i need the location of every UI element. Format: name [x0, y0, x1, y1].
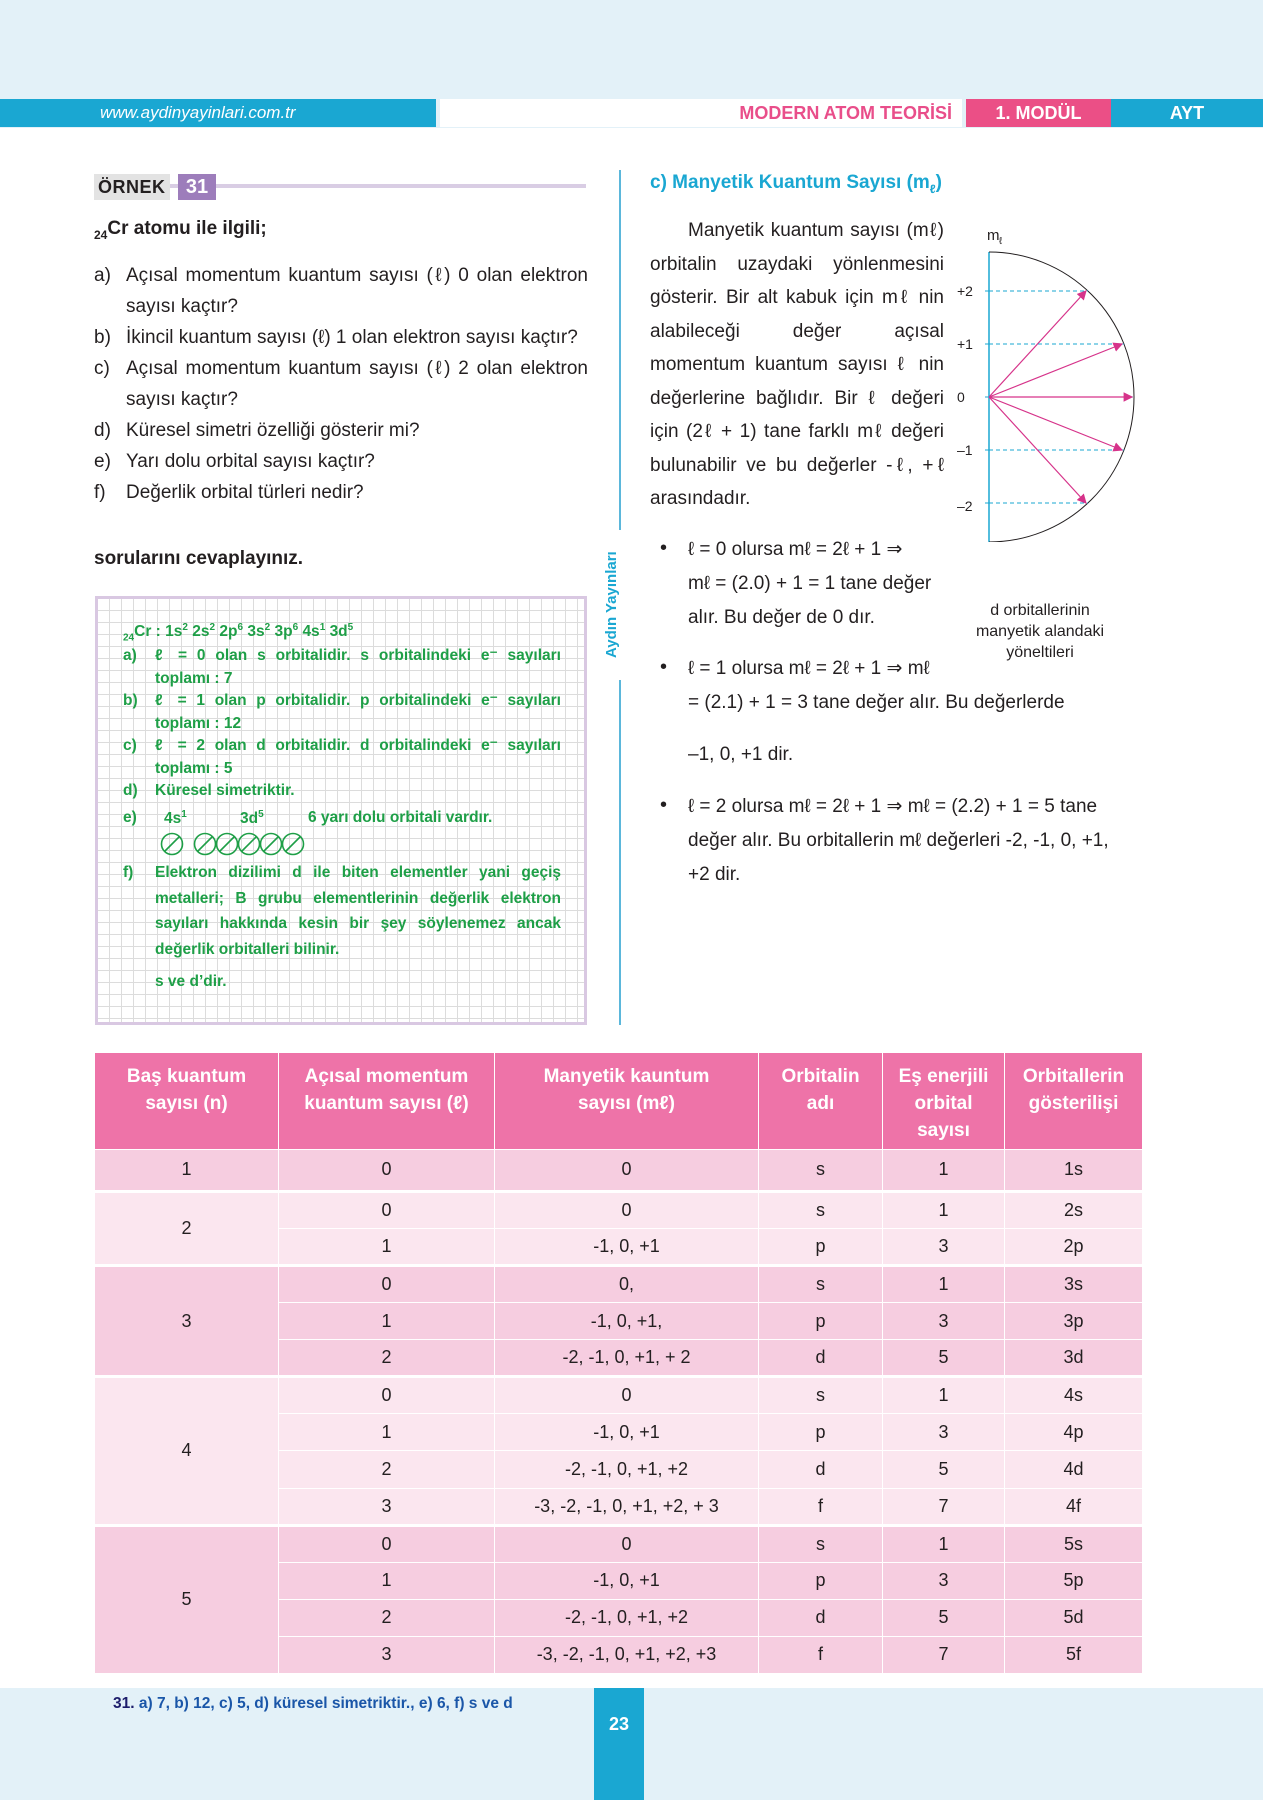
cell-name: p [759, 1228, 883, 1265]
ml-tick-label: 0 [957, 389, 965, 405]
bullet-dot: • [660, 537, 668, 559]
cell-l: 2 [279, 1340, 495, 1377]
cell-count: 5 [883, 1340, 1005, 1377]
cell-count: 3 [883, 1228, 1005, 1265]
solution-a: a) ℓ = 0 olan s orbitalidir. s orbitalindeki e⁻ sayıları toplamı : 7 [123, 647, 561, 687]
bullet-dot: • [660, 794, 668, 816]
header-l: Açısal momentum kuantum sayısı (ℓ) [279, 1053, 495, 1149]
cell-ml: 0 [495, 1149, 759, 1191]
header-n: Baş kuantum sayısı (n) [95, 1053, 279, 1149]
cell-label: 3p [1005, 1303, 1143, 1340]
bullet1-line3: alır. Bu değer de 0 dır. [688, 607, 875, 628]
bullet2-line1: ℓ = 1 olursa mℓ = 2ℓ + 1 ⇒ mℓ [688, 658, 930, 679]
cell-l: 2 [279, 1451, 495, 1488]
bullet3-line2: değer alır. Bu orbitallerin mℓ değerleri -2, -1, 0, +1, [688, 830, 1109, 851]
bullet-dot: • [660, 656, 668, 678]
table-row [95, 1149, 1143, 1191]
cell-ml: 0, [495, 1266, 759, 1303]
cell-n: 4 [95, 1377, 279, 1525]
bullet3-line3: +2 dir. [688, 864, 741, 885]
cell-l: 0 [279, 1149, 495, 1191]
question-item: b) İkincil kuantum sayısı (ℓ) 1 olan elektron sayısı kaçtır? [94, 327, 578, 348]
cell-count: 3 [883, 1562, 1005, 1599]
bullet2-line3: –1, 0, +1 dir. [688, 744, 794, 765]
cell-name: s [759, 1377, 883, 1414]
cell-label: 3s [1005, 1266, 1143, 1303]
ornek-label: ÖRNEK [94, 174, 170, 200]
cell-label: 5p [1005, 1562, 1143, 1599]
electron-stroke [242, 837, 256, 851]
question-item: c) Açısal momentum kuantum sayısı (ℓ) 2 olan elektron sayısı kaçtır? [94, 358, 588, 410]
cell-count: 7 [883, 1636, 1005, 1673]
page-number: 23 [594, 1688, 644, 1800]
cell-n: 5 [95, 1525, 279, 1673]
question-item: e) Yarı dolu orbital sayısı kaçtır? [94, 451, 375, 472]
cell-count: 1 [883, 1377, 1005, 1414]
ml-vector-arrow [989, 344, 1122, 397]
cell-count: 3 [883, 1414, 1005, 1451]
question-item: a) Açısal momentum kuantum sayısı (ℓ) 0 olan elektron sayısı kaçtır? [94, 265, 588, 317]
cell-count: 5 [883, 1599, 1005, 1636]
cell-l: 0 [279, 1377, 495, 1414]
cell-n: 2 [95, 1191, 279, 1265]
half-filled-orbitals [160, 831, 310, 857]
brand-vertical: Aydın Yayınları [603, 551, 620, 659]
cell-ml: -2, -1, 0, +1, + 2 [495, 1340, 759, 1377]
cell-ml: 0 [495, 1525, 759, 1562]
bullet1-line1: ℓ = 0 olursa mℓ = 2ℓ + 1 ⇒ [688, 539, 903, 560]
cell-ml: -2, -1, 0, +1, +2 [495, 1599, 759, 1636]
cell-l: 1 [279, 1228, 495, 1265]
question-item: d) Küresel simetri özelliği gösterir mi? [94, 420, 420, 441]
bullet1-line2: mℓ = (2.0) + 1 = 1 tane değer [688, 573, 932, 594]
table-row [95, 1191, 1143, 1228]
solution-e-3d: $3d^5$ [240, 809, 264, 828]
cell-label: 5d [1005, 1599, 1143, 1636]
cell-ml: -1, 0, +1 [495, 1414, 759, 1451]
quantum-numbers-table [94, 1053, 1143, 1674]
solution-d: d) Küresel simetriktir. [123, 782, 295, 799]
solution-e-letter: e) [123, 809, 137, 826]
cell-l: 2 [279, 1599, 495, 1636]
answer-key: 31. a) 7, b) 12, c) 5, d) küresel simetriktir., e) 6, f) s ve d [113, 1695, 513, 1712]
cell-n: 1 [95, 1149, 279, 1191]
cell-l: 1 [279, 1562, 495, 1599]
ml-axis-sub: ℓ [999, 236, 1003, 247]
cell-ml: 0 [495, 1191, 759, 1228]
cell-ml: -1, 0, +1 [495, 1228, 759, 1265]
cell-name: f [759, 1636, 883, 1673]
cell-ml: -1, 0, +1, [495, 1303, 759, 1340]
solution-e-text: 6 yarı dolu orbitali vardır. [308, 809, 493, 826]
cell-ml: -2, -1, 0, +1, +2 [495, 1451, 759, 1488]
ml-vector-arrow [989, 397, 1122, 450]
cell-name: s [759, 1266, 883, 1303]
cell-ml: -3, -2, -1, 0, +1, +2, + 3 [495, 1488, 759, 1525]
header-name: Orbitalin adı [759, 1053, 883, 1149]
header-url: www.aydinyayinlari.com.tr [0, 99, 436, 127]
header-level: AYT [1111, 99, 1263, 127]
cell-name: p [759, 1414, 883, 1451]
cell-name: f [759, 1488, 883, 1525]
cell-l: 1 [279, 1303, 495, 1340]
cell-name: s [759, 1149, 883, 1191]
cell-count: 5 [883, 1451, 1005, 1488]
section-title: c) Manyetik Kuantum Sayısı $(m_\ell)$ [650, 172, 942, 196]
cell-l: 0 [279, 1266, 495, 1303]
solution-f-end: s ve d’dir. [155, 973, 227, 990]
cell-name: d [759, 1599, 883, 1636]
cell-label: 4s [1005, 1377, 1143, 1414]
cell-name: s [759, 1191, 883, 1228]
bullet3-line1: ℓ = 2 olursa mℓ = 2ℓ + 1 ⇒ mℓ = (2.2) + 1 = 5 tane [688, 796, 1098, 817]
cell-label: 3d [1005, 1340, 1143, 1377]
ml-tick-label: +2 [957, 283, 973, 299]
cell-label: 5f [1005, 1636, 1143, 1673]
ml-tick-label: –2 [957, 498, 973, 514]
cell-ml: -1, 0, +1 [495, 1562, 759, 1599]
column-divider [619, 680, 621, 1025]
cell-label: 4f [1005, 1488, 1143, 1525]
header-ml: Manyetik kauntum sayısı (mℓ) [495, 1053, 759, 1149]
diagram-caption: d orbitallerinin manyetik alandaki yöneltileri [975, 602, 1105, 661]
cell-l: 3 [279, 1636, 495, 1673]
cell-l: 1 [279, 1414, 495, 1451]
electron-stroke [220, 837, 234, 851]
header-title: MODERN ATOM TEORİSİ [440, 99, 962, 127]
question-intro: $_{24}$Cr atomu ile ilgili; [94, 218, 267, 242]
electron-stroke [264, 837, 278, 851]
table-header-row [95, 1053, 1143, 1149]
table-row [95, 1377, 1143, 1414]
header-modul: 1. MODÜL [966, 99, 1111, 127]
ml-tick-label: +1 [957, 336, 973, 352]
cell-label: 2p [1005, 1228, 1143, 1265]
cell-count: 1 [883, 1266, 1005, 1303]
ml-orientation-diagram [945, 222, 1155, 542]
cell-ml: -3, -2, -1, 0, +1, +2, +3 [495, 1636, 759, 1673]
cell-count: 1 [883, 1149, 1005, 1191]
cell-l: 0 [279, 1191, 495, 1228]
cell-count: 1 [883, 1525, 1005, 1562]
cell-count: 3 [883, 1303, 1005, 1340]
electron-stroke [165, 837, 179, 851]
cell-label: 2s [1005, 1191, 1143, 1228]
header-count: Eş enerjili orbital sayısı [883, 1053, 1005, 1149]
column-divider [619, 170, 621, 530]
electron-stroke [286, 837, 300, 851]
section-paragraph: Manyetik kuantum sayısı (mℓ) orbitalin uzaydaki yönlenmesini gösterir. Bir alt kabuk için mℓ nin alabileceği değer açısal momentum kuantum sayısı ℓ nin değerlerine bağlıdır. Bir ℓ değeri için (2ℓ + 1) tane farklı mℓ değeri bulunabilir ve bu değerler -ℓ, +ℓ arasındadır. [650, 220, 944, 509]
cell-label: 5s [1005, 1525, 1143, 1562]
electron-stroke [198, 837, 212, 851]
solution-c: c) ℓ = 2 olan d orbitalidir. d orbitalindeki e⁻ sayıları toplamı : 5 [123, 737, 561, 777]
ml-axis-label: m [987, 227, 1000, 244]
ornek-number: 31 [178, 174, 216, 200]
table-row [95, 1525, 1143, 1562]
solution-b: b) ℓ = 1 olan p orbitalidir. p orbitalindeki e⁻ sayıları toplamı : 12 [123, 692, 561, 732]
table-row [95, 1266, 1143, 1303]
cell-name: p [759, 1562, 883, 1599]
question-outro: sorularını cevaplayınız. [94, 548, 304, 569]
solution-config: $_{24}$Cr : $1s^2$ $2s^2$ $2p^6$ $3s^2$ $3p^6$ $4s^1$ $3d^5$ [123, 622, 354, 644]
cell-count: 7 [883, 1488, 1005, 1525]
cell-label: 1s [1005, 1149, 1143, 1191]
question-item: f) Değerlik orbital türleri nedir? [94, 482, 364, 503]
header-label: Orbitallerin gösterilişi [1005, 1053, 1143, 1149]
cell-name: d [759, 1340, 883, 1377]
cell-label: 4p [1005, 1414, 1143, 1451]
cell-label: 4d [1005, 1451, 1143, 1488]
cell-l: 3 [279, 1488, 495, 1525]
cell-name: d [759, 1451, 883, 1488]
solution-f: f) Elektron dizilimi d ile biten elementler yani geçiş metalleri; B grubu elementlerinin değerlik elektron sayıları hakkında kesin bir şey söylenemez ancak değerlik orbitalleri bilinir. [123, 864, 561, 958]
cell-ml: 0 [495, 1377, 759, 1414]
cell-count: 1 [883, 1191, 1005, 1228]
cell-name: s [759, 1525, 883, 1562]
ml-tick-label: –1 [957, 442, 973, 458]
cell-l: 0 [279, 1525, 495, 1562]
question-list [94, 260, 588, 508]
cell-name: p [759, 1303, 883, 1340]
solution-e-4s: $4s^1$ [164, 809, 187, 828]
bullet2-line2: = (2.1) + 1 = 3 tane değer alır. Bu değerlerde [688, 692, 1065, 713]
cell-n: 3 [95, 1266, 279, 1377]
